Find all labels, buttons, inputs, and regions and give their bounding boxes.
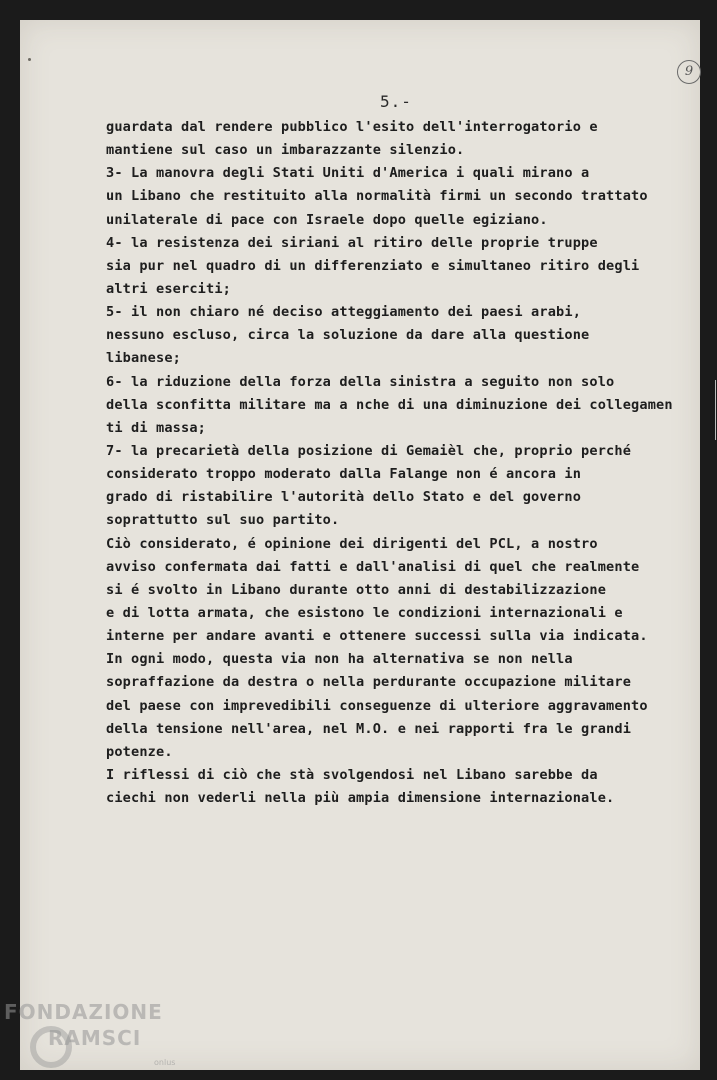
edge-line <box>715 380 716 440</box>
archive-number: 9 <box>677 60 701 84</box>
text-line: del paese con imprevedibili conseguenze di ulteriore aggravamento <box>106 697 648 714</box>
watermark-small: onlus <box>154 1058 176 1067</box>
text-line: si é svolto in Libano durante otto anni di destabilizzazione <box>106 581 607 598</box>
text-line: avviso confermata dai fatti e dall'analisi di quel che realmente <box>106 558 640 575</box>
text-line: In ogni modo, questa via non ha alternativa se non nella <box>106 651 573 668</box>
text-line: della sconfitta militare ma a nche di una diminuzione dei collegamen <box>106 396 673 413</box>
text-line: 3- La manovra degli Stati Uniti d'America i quali mirano a <box>106 165 590 182</box>
text-line: considerato troppo moderato dalla Falange non é ancora in <box>106 466 582 483</box>
text-line: e di lotta armata, che esistono le condizioni internazionali e <box>106 604 623 621</box>
body-text <box>106 116 686 810</box>
text-line: 5- il non chiaro né deciso atteggiamento dei paesi arabi, <box>106 304 582 321</box>
text-line: potenze. <box>106 743 173 760</box>
text-line: ciechi non vederli nella più ampia dimensione internazionale. <box>106 790 615 807</box>
text-line: I riflessi di ciò che stà svolgendosi nel Libano sarebbe da <box>106 766 598 783</box>
text-line: guardata dal rendere pubblico l'esito dell'interrogatorio e <box>106 119 598 135</box>
text-line: 6- la riduzione della forza della sinistra a seguito non solo <box>106 373 615 390</box>
text-line: altri eserciti; <box>106 280 232 297</box>
text-line: sopraffazione da destra o nella perdurante occupazione militare <box>106 674 632 691</box>
fondazione-gramsci-watermark <box>4 1000 204 1075</box>
watermark-line1: FONDAZIONE <box>4 1000 163 1024</box>
page-number: 5.- <box>380 92 412 111</box>
text-line: Ciò considerato, é opinione dei dirigenti del PCL, a nostro <box>106 535 598 552</box>
text-line: libanese; <box>106 350 182 367</box>
text-line: ti di massa; <box>106 419 207 436</box>
text-line: grado di ristabilire l'autorità dello Stato e del governo <box>106 489 582 506</box>
text-line: unilaterale di pace con Israele dopo quelle egiziano. <box>106 211 548 228</box>
text-line: interne per andare avanti e ottenere successi sulla via indicata. <box>106 628 648 645</box>
watermark-line2: RAMSCI <box>48 1026 142 1050</box>
text-line: della tensione nell'area, nel M.O. e nei rapporti fra le grandi <box>106 720 632 737</box>
paper-mark <box>28 58 31 61</box>
text-line: soprattutto sul suo partito. <box>106 512 340 529</box>
text-line: nessuno escluso, circa la soluzione da dare alla questione <box>106 327 590 344</box>
text-line: sia pur nel quadro di un differenziato e simultaneo ritiro degli <box>106 257 640 274</box>
text-line: mantiene sul caso un imbarazzante silenzio. <box>106 142 465 159</box>
text-line: 7- la precarietà della posizione di Gemaièl che, proprio perché <box>106 442 632 459</box>
text-line: un Libano che restituito alla normalità firmi un secondo trattato <box>106 188 648 205</box>
text-line: 4- la resistenza dei siriani al ritiro delle proprie truppe <box>106 234 598 251</box>
